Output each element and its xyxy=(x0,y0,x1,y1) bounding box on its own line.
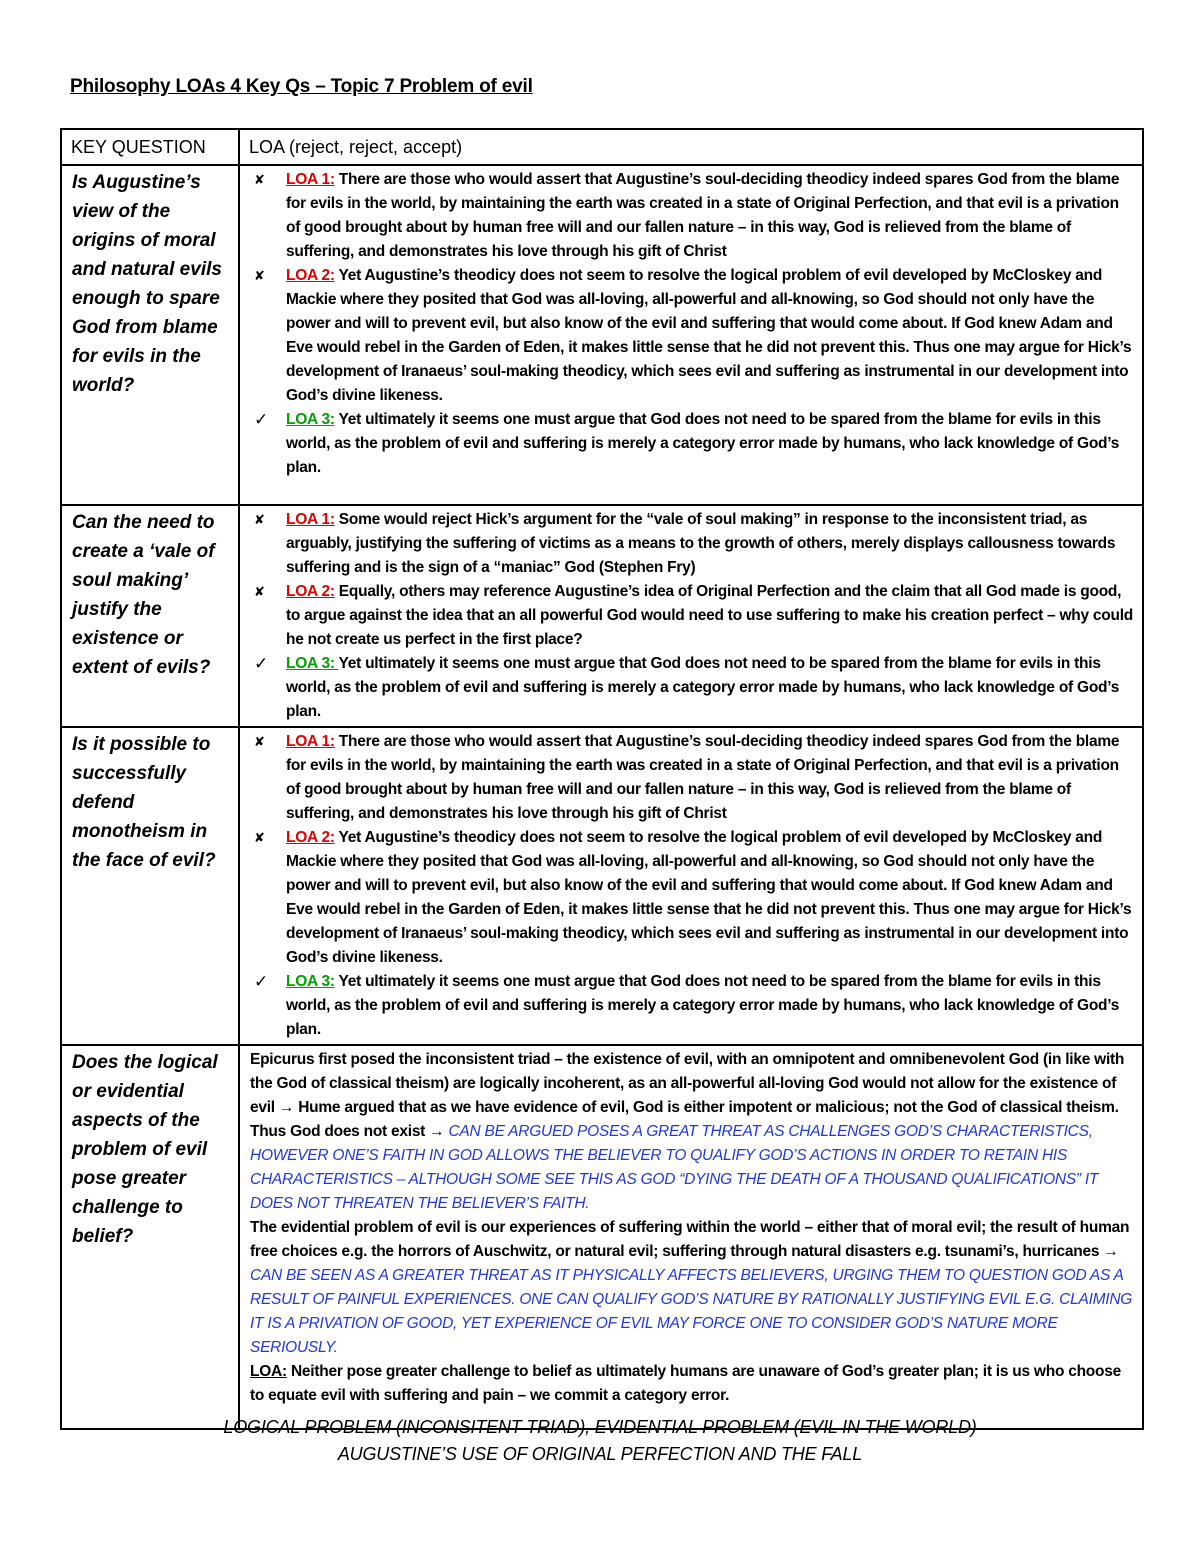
loa-item-accept xyxy=(250,970,1136,1042)
cross-icon: ✘ xyxy=(254,172,265,187)
loa-cell xyxy=(239,165,1143,505)
loa-item-accept xyxy=(250,408,1136,480)
loa-text: Yet Augustine’s theodicy does not seem to resolve the logical problem of evil developed by McCloskey and Mackie where they posited that God was all-loving, all-powerful and all-knowing, so God should not only have the power and will to prevent evil, but also know of the evil and suffering that would come about. If God knew Adam and Eve would rebel in the Garden of Eden, it makes little sense that he did not prevent this. Thus one may argue for Hick’s development of Iranaeus’ soul-making theodicy, which sees evil and suffering as instrumental in our development into God’s divine likeness. xyxy=(286,267,1132,404)
table-row xyxy=(61,165,1143,505)
loa-label: LOA 2: xyxy=(286,583,335,600)
loa-label: LOA 1: xyxy=(286,171,335,188)
key-question: Is it possible to successfully defend monotheism in the face of evil? xyxy=(61,727,239,1045)
loa-item-reject xyxy=(250,580,1136,652)
cross-icon: ✘ xyxy=(254,512,265,527)
loa-text: Yet ultimately it seems one must argue that God does not need to be spared from the blame for evils in this world, as the problem of evil and suffering is merely a category error made by humans, who lack knowledge of God’s plan. xyxy=(286,411,1120,476)
loa-item-reject xyxy=(250,168,1136,264)
loa-cell xyxy=(239,505,1143,727)
loa-item-accept xyxy=(250,652,1136,724)
loa-text: Yet ultimately it seems one must argue that God does not need to be spared from the blame for evils in this world, as the problem of evil and suffering is merely a category error made by humans, who lack knowledge of God’s plan. xyxy=(286,973,1120,1038)
loa-cell xyxy=(239,1045,1143,1429)
column-header-loa: LOA (reject, reject, accept) xyxy=(239,129,1143,165)
loa-label: LOA 2: xyxy=(286,829,335,846)
loa-label: LOA 2: xyxy=(286,267,335,284)
cross-icon: ✘ xyxy=(254,584,265,599)
loa-item-reject xyxy=(250,508,1136,580)
loa-text: Some would reject Hick’s argument for the “vale of soul making” in response to the inconsistent triad, as arguably, justifying the suffering of victims as a means to the growth of others, merely displays callousness towards suffering and is the sign of a “maniac” God (Stephen Fry) xyxy=(286,511,1116,576)
key-question: Is Augustine’s view of the origins of moral and natural evils enough to spare God from blame for evils in the world? xyxy=(61,165,239,505)
loa-text: There are those who would assert that Augustine’s soul-deciding theodicy indeed spares God from the blame for evils in the world, by maintaining the earth was created in a state of Original Perfection, and that evil is a privation of good brought about by human free will and our fallen nature – in this way, God is relieved from the blame of suffering, and demonstrates his love through his gift of Christ xyxy=(286,733,1120,822)
loa-item-reject xyxy=(250,730,1136,826)
table-row xyxy=(61,727,1143,1045)
loa-text: Neither pose greater challenge to belief as ultimately humans are unaware of God’s greater plan; it is us who choose to equate evil with suffering and pain – we commit a category error. xyxy=(250,1363,1121,1404)
footer-line-1: LOGICAL PROBLEM (INCONSITENT TRIAD), EVIDENTIAL PROBLEM (EVIL IN THE WORLD) xyxy=(223,1417,977,1437)
loa-table xyxy=(60,128,1144,1430)
loa-text: There are those who would assert that Augustine’s soul-deciding theodicy indeed spares God from the blame for evils in the world, by maintaining the earth was created in a state of Original Perfection, and that evil is a privation of good brought about by human free will and our fallen nature – in this way, God is relieved from the blame of suffering, and demonstrates his love through his gift of Christ xyxy=(286,171,1120,260)
loa-item-reject xyxy=(250,826,1136,970)
page-title: Philosophy LOAs 4 Key Qs – Topic 7 Problem of evil xyxy=(70,76,533,97)
loa-conclusion xyxy=(250,1360,1136,1408)
cross-icon: ✘ xyxy=(254,268,265,283)
loa-text: Yet Augustine’s theodicy does not seem to resolve the logical problem of evil developed by McCloskey and Mackie where they posited that God was all-loving, all-powerful and all-knowing, so God should not only have the power and will to prevent evil, but also know of the evil and suffering that would come about. If God knew Adam and Eve would rebel in the Garden of Eden, it makes little sense that he did not prevent this. Thus one may argue for Hick’s development of Iranaeus’ soul-making theodicy, which sees evil and suffering as instrumental in our development into God’s divine likeness. xyxy=(286,829,1132,966)
key-question: Does the logical or evidential aspects of the problem of evil pose greater challenge to belief? xyxy=(61,1045,239,1429)
loa-label: LOA 1: xyxy=(286,511,335,528)
cross-icon: ✘ xyxy=(254,734,265,749)
evidential-problem-commentary: CAN BE SEEN AS A GREATER THREAT AS IT PHYSICALLY AFFECTS BELIEVERS, URGING THEM TO QUESTION GOD AS A RESULT OF PAINFUL EXPERIENCES. ONE CAN QUALIFY GOD’S NATURE BY RATIONALLY JUSTIFYING EVIL E.G. CLAIMING IT IS A PRIVATION OF GOOD, YET EXPERIENCE OF EVIL MAY FORCE ONE TO CONSIDER GOD’S NATURE MORE SERIOUSLY. xyxy=(250,1267,1133,1356)
loa-label: LOA: xyxy=(250,1363,287,1380)
logical-problem-commentary: CAN BE ARGUED POSES A GREAT THREAT AS CHALLENGES GOD’S CHARACTERISTICS, HOWEVER ONE’S FAITH IN GOD ALLOWS THE BELIEVER TO QUALIFY GOD’S ACTIONS IN ORDER TO RETAIN HIS CHARACTERISTICS – ALTHOUGH SOME SEE THIS AS GOD “DYING THE DEATH OF A THOUSAND QUALIFICATIONS” IT DOES NOT THREATEN THE BELIEVER’S FAITH. xyxy=(250,1123,1099,1212)
checkmark-icon: ✓ xyxy=(254,654,268,673)
loa-text: Yet ultimately it seems one must argue that God does not need to be spared from the blame for evils in this world, as the problem of evil and suffering is merely a category error made by humans, who lack knowledge of God’s plan. xyxy=(286,655,1120,720)
table-row xyxy=(61,1045,1143,1429)
table-header-row xyxy=(61,129,1143,165)
loa-cell xyxy=(239,727,1143,1045)
logical-problem-paragraph xyxy=(250,1048,1136,1216)
evidential-problem-paragraph xyxy=(250,1216,1136,1360)
key-question: Can the need to create a ‘vale of soul making’ justify the existence or extent of evils? xyxy=(61,505,239,727)
loa-text: Equally, others may reference Augustine’s idea of Original Perfection and the claim that all God made is good, to argue against the idea that an all powerful God would need to use suffering to make his creation perfect – why could he not create us perfect in the first place? xyxy=(286,583,1133,648)
checkmark-icon: ✓ xyxy=(254,410,268,429)
footer-line-2: AUGUSTINE’S USE OF ORIGINAL PERFECTION AND THE FALL xyxy=(337,1444,863,1464)
column-header-key-question: KEY QUESTION xyxy=(61,129,239,165)
loa-label: LOA 3: xyxy=(286,973,335,990)
evidential-problem-text: The evidential problem of evil is our experiences of suffering within the world – either that of moral evil; the result of human free choices e.g. the horrors of Auschwitz, or natural evil; suffering through natural disasters e.g. tsunami’s, hurricanes → xyxy=(250,1219,1130,1260)
logical-problem-text: Epicurus first posed the inconsistent triad – the existence of evil, with an omnipotent and omnibenevolent God (in like with the God of classical theism) are logically incoherent, as an all-powerful all-loving God would not allow for the existence of evil → Hume argued that as we have evidence of evil, God is either impotent or malicious; not the God of classical theism. Thus God does not exist → xyxy=(250,1051,1125,1140)
loa-item-reject xyxy=(250,264,1136,408)
loa-label: LOA 3: xyxy=(286,655,339,672)
loa-label: LOA 3: xyxy=(286,411,335,428)
cross-icon: ✘ xyxy=(254,830,265,845)
loa-label: LOA 1: xyxy=(286,733,335,750)
table-row xyxy=(61,505,1143,727)
checkmark-icon: ✓ xyxy=(254,972,268,991)
